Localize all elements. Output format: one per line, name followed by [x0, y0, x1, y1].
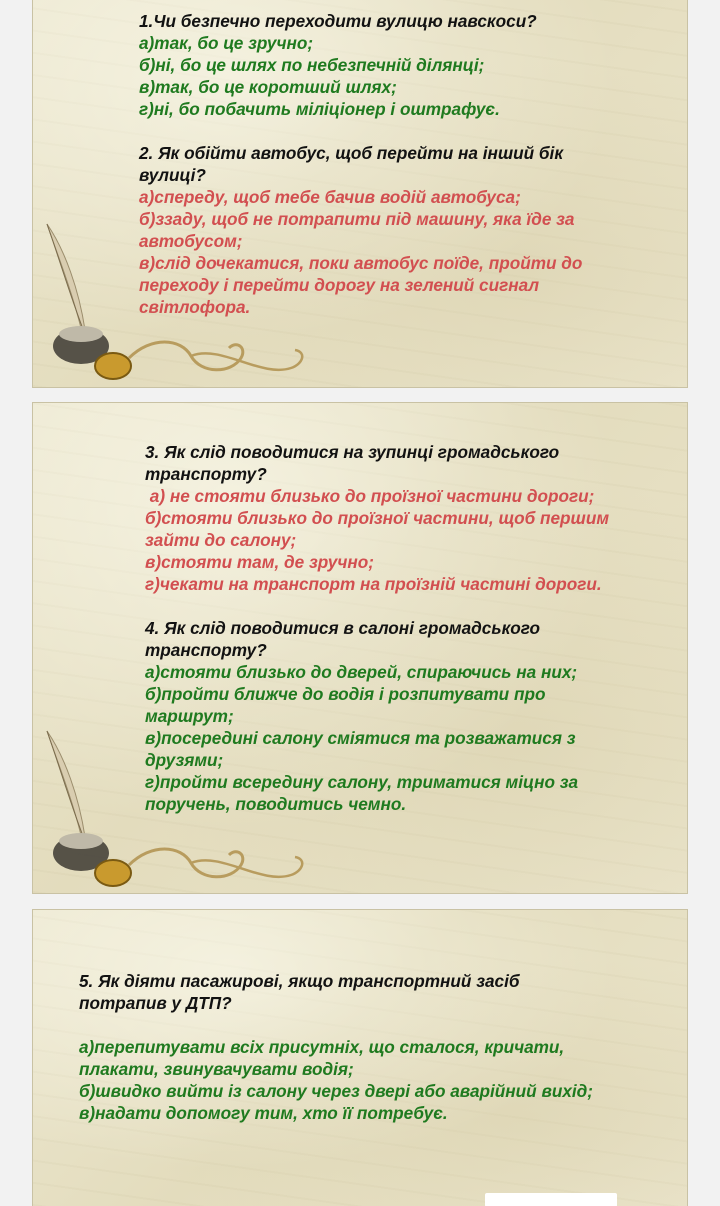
answer-1b: б)ні, бо це шлях по небезпечній ділянці;	[139, 55, 485, 75]
question-2-text-line2: вулиці?	[139, 165, 206, 185]
slide-2	[32, 402, 688, 894]
answer-5b: б)швидко вийти із салону через двері або аварійний вихід;	[79, 1081, 594, 1101]
question-3-text-line2: транспорту?	[145, 464, 267, 484]
question-5-text-line1: 5. Як діяти пасажирові, якщо транспортний засіб	[79, 971, 520, 991]
answer-4b-line2: маршрут;	[145, 706, 234, 726]
answer-2b-line2: автобусом;	[139, 231, 243, 251]
answer-5a-line1: а)перепитувати всіх присутніх, що сталося, кричати,	[79, 1037, 565, 1057]
answer-3d: г)чекати на транспорт на проїзній частині дороги.	[145, 574, 602, 594]
answer-4d-line1: г)пройти всередину салону, триматися міцно за	[145, 772, 579, 792]
answer-4d-line2: поручень, поводитись чемно.	[145, 794, 407, 814]
answer-1c: в)так, бо це коротший шлях;	[139, 77, 397, 97]
answer-3a: а) не стояти близько до проїзної частини дороги;	[145, 486, 595, 506]
answer-4c-line2: друзями;	[145, 750, 224, 770]
quill-inkwell-icon	[41, 725, 341, 894]
answer-2b-line1: б)ззаду, щоб не потрапити під машину, яка їде за	[139, 209, 575, 229]
question-block-5	[79, 970, 593, 1124]
answer-2c-line3: світлофора.	[139, 297, 251, 317]
answer-2c-line1: в)слід дочекатися, поки автобус поїде, пройти до	[139, 253, 583, 273]
answer-3b-line2: зайти до салону;	[145, 530, 297, 550]
answer-2c-line2: переходу і перейти дорогу на зелений сигнал	[139, 275, 540, 295]
answer-4a: а)стояти близько до дверей, спираючись на них;	[145, 662, 578, 682]
answer-3b-line1: б)стояти близько до проїзної частини, щоб першим	[145, 508, 610, 528]
question-3-text-line1: 3. Як слід поводитися на зупинці громадського	[145, 442, 560, 462]
question-4-text-line2: транспорту?	[145, 640, 267, 660]
question-1-text: 1.Чи безпечно переходити вулицю навскоси?	[139, 11, 537, 31]
answer-4b-line1: б)пройти ближче до водія і розпитувати про	[145, 684, 546, 704]
answer-4c-line1: в)посередині салону сміятися та розважатися з	[145, 728, 576, 748]
answer-1a: а)так, бо це зручно;	[139, 33, 314, 53]
answer-2a: а)спереду, щоб тебе бачив водій автобуса;	[139, 187, 521, 207]
question-4-text-line1: 4. Як слід поводитися в салоні громадського	[145, 618, 541, 638]
answer-5a-line2: плакати, звинувачувати водія;	[79, 1059, 354, 1079]
question-5-text-line2: потрапив у ДТП?	[79, 993, 232, 1013]
quill-inkwell-icon	[41, 218, 341, 388]
answer-1d: г)ні, бо побачить міліціонер і оштрафує.	[139, 99, 500, 119]
answer-3c: в)стояти там, де зручно;	[145, 552, 374, 572]
answer-5c: в)надати допомогу тим, хто її потребує.	[79, 1103, 448, 1123]
question-2-text-line1: 2. Як обійти автобус, щоб перейти на інший бік	[139, 143, 564, 163]
slide-1	[32, 0, 688, 388]
slide-3	[32, 909, 688, 1206]
blank-bar	[485, 1193, 617, 1206]
